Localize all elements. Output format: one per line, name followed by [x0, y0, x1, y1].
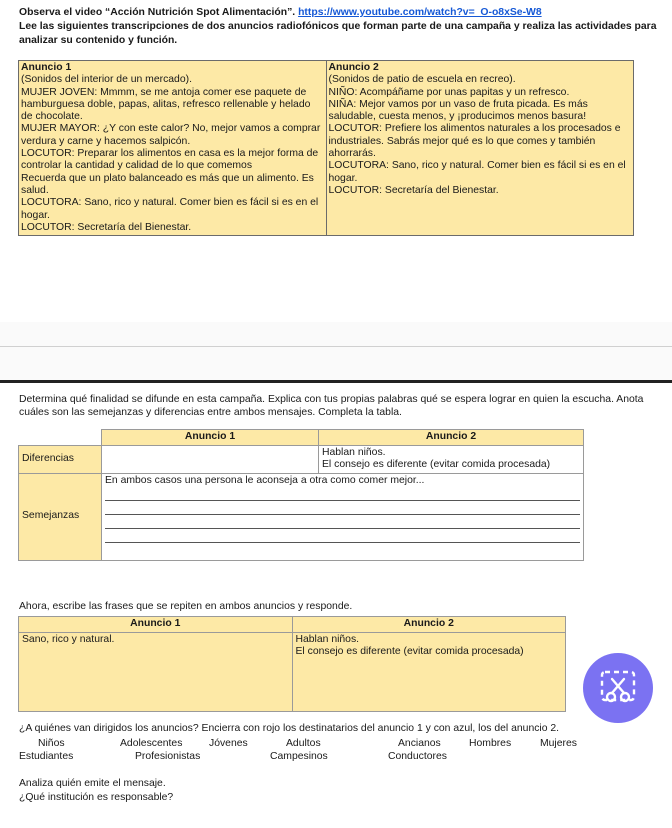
instructions-line1: Observa el video “Acción Nutrición Spot Alimentación”. — [19, 7, 296, 18]
page-separator — [0, 322, 672, 380]
ad2-line: NIÑA: Mejor vamos por un vaso de fruta picada. Es más saludable, cuesta menos, y ¡producimos menos basura! — [328, 98, 588, 123]
differences-ad1-field[interactable] — [102, 445, 319, 473]
ad1-title: Anuncio 1 — [21, 62, 72, 73]
differences-ad2-field[interactable] — [319, 445, 584, 473]
snip-tool-button[interactable] — [583, 653, 653, 723]
audience-option[interactable]: Adolescentes — [120, 738, 183, 749]
ad2-title: Anuncio 2 — [328, 62, 379, 73]
ad2-line: NIÑO: Acompáñame por unas papitas y un refresco. — [328, 86, 570, 98]
question-institution: ¿Qué institución es responsable? — [19, 792, 174, 803]
comparison-header-ad1: Anuncio 1 — [102, 430, 319, 446]
phrases-ad1-field[interactable] — [19, 632, 293, 711]
ad2-line: LOCUTORA: Sano, rico y natural. Comer bien es fácil si es en el hogar. — [328, 160, 626, 184]
ad1-line: Recuerda que un plato balanceado es más que un alimento. Es salud. — [21, 172, 314, 196]
audience-option[interactable]: Mujeres — [540, 738, 577, 749]
answer-line — [105, 500, 580, 501]
answer-line — [105, 542, 580, 543]
differences-ad2-line: Hablan niños. — [322, 446, 386, 458]
top-section — [0, 0, 672, 323]
empty-corner — [19, 430, 102, 446]
ad2-cell — [326, 61, 634, 236]
video-link[interactable]: https://www.youtube.com/watch?v=_O-o8xSe-W8 — [298, 7, 542, 18]
audience-option[interactable]: Jóvenes — [209, 738, 248, 749]
ad1-line: MUJER JOVEN: Mmmm, se me antoja comer ese paquete de hamburguesa doble, papas, alitas, refresco rellenable y helado de chocolate. — [21, 86, 311, 123]
ad1-line: LOCUTOR: Secretaría del Bienestar. — [21, 221, 192, 233]
phrases-table — [18, 616, 566, 712]
ads-transcript-table — [18, 60, 634, 236]
phrases-ad2-line: El consejo es diferente (evitar comida procesada) — [295, 646, 524, 657]
audience-option[interactable]: Campesinos — [270, 751, 328, 762]
phrases-ad2-line: Hablan niños. — [295, 633, 360, 645]
audience-option[interactable]: Profesionistas — [135, 751, 201, 762]
ad1-line: LOCUTORA: Sano, rico y natural. Comer bien es fácil si es en el hogar. — [21, 197, 319, 221]
answer-line — [105, 514, 580, 515]
question-audience: ¿A quiénes van dirigidos los anuncios? Encierra con rojo los destinatarios del anuncio 1 y con azul, los del anuncio 2. — [19, 723, 560, 734]
row-label-differences: Diferencias — [19, 445, 102, 473]
phrases-header-ad2: Anuncio 2 — [292, 617, 566, 633]
question-repeated-phrases: Ahora, escribe las frases que se repiten en ambos anuncios y responde. — [19, 601, 353, 612]
ad1-line: (Sonidos del interior de un mercado). — [21, 74, 192, 86]
audience-option[interactable]: Hombres — [469, 738, 512, 749]
comparison-header-ad2: Anuncio 2 — [319, 430, 584, 446]
audience-option[interactable]: Niños — [38, 738, 65, 749]
row-label-similarities: Semejanzas — [19, 473, 102, 560]
instructions — [19, 6, 659, 48]
ad1-cell — [19, 61, 327, 236]
ad2-line: (Sonidos de patio de escuela en recreo). — [328, 74, 516, 86]
phrases-header-ad1: Anuncio 1 — [19, 617, 293, 633]
phrases-ad1-text: Sano, rico y natural. — [22, 633, 115, 645]
comparison-table — [18, 429, 584, 561]
ad2-line: LOCUTOR: Secretaría del Bienestar. — [328, 184, 499, 196]
scissors-crop-icon — [583, 653, 653, 723]
ad2-line: LOCUTOR: Prefiere los alimentos naturales a los procesados e industriales. Sabrás mejor qué es lo que comes y también ahorrarás. — [328, 123, 621, 160]
differences-ad2-line: El consejo es diferente (evitar comida procesada) — [322, 459, 551, 470]
ad1-line: LOCUTOR: Preparar los alimentos en casa es la mejor forma de controlar la cantidad y calidad de lo que comemos — [21, 148, 319, 172]
phrases-ad2-field[interactable] — [292, 632, 566, 711]
question-purpose: Determina qué finalidad se difunde en esta campaña. Explica con tus propias palabras qué se espera lograr en quien la escucha. Anota cuáles son las semejanzas y diferencias entre ambos mensajes. Completa la tabla. — [19, 394, 644, 418]
similarities-text: En ambos casos una persona le aconseja a otra como comer mejor... — [105, 474, 425, 486]
audience-option[interactable]: Ancianos — [398, 738, 441, 749]
similarities-field[interactable] — [102, 473, 584, 560]
audience-option[interactable]: Estudiantes — [19, 751, 74, 762]
instructions-line2: Lee las siguientes transcripciones de dos anuncios radiofónicos que forman parte de una campaña y realiza las actividades para analizar su contenido y función. — [19, 21, 657, 46]
ad1-line: MUJER MAYOR: ¿Y con este calor? No, mejor vamos a comprar verdura y carne y hacemos salpicón. — [21, 123, 321, 147]
question-sender: Analiza quién emite el mensaje. — [19, 778, 166, 789]
bottom-section — [0, 380, 672, 828]
answer-line — [105, 528, 580, 529]
audience-option[interactable]: Adultos — [286, 738, 321, 749]
audience-option[interactable]: Conductores — [388, 751, 447, 762]
